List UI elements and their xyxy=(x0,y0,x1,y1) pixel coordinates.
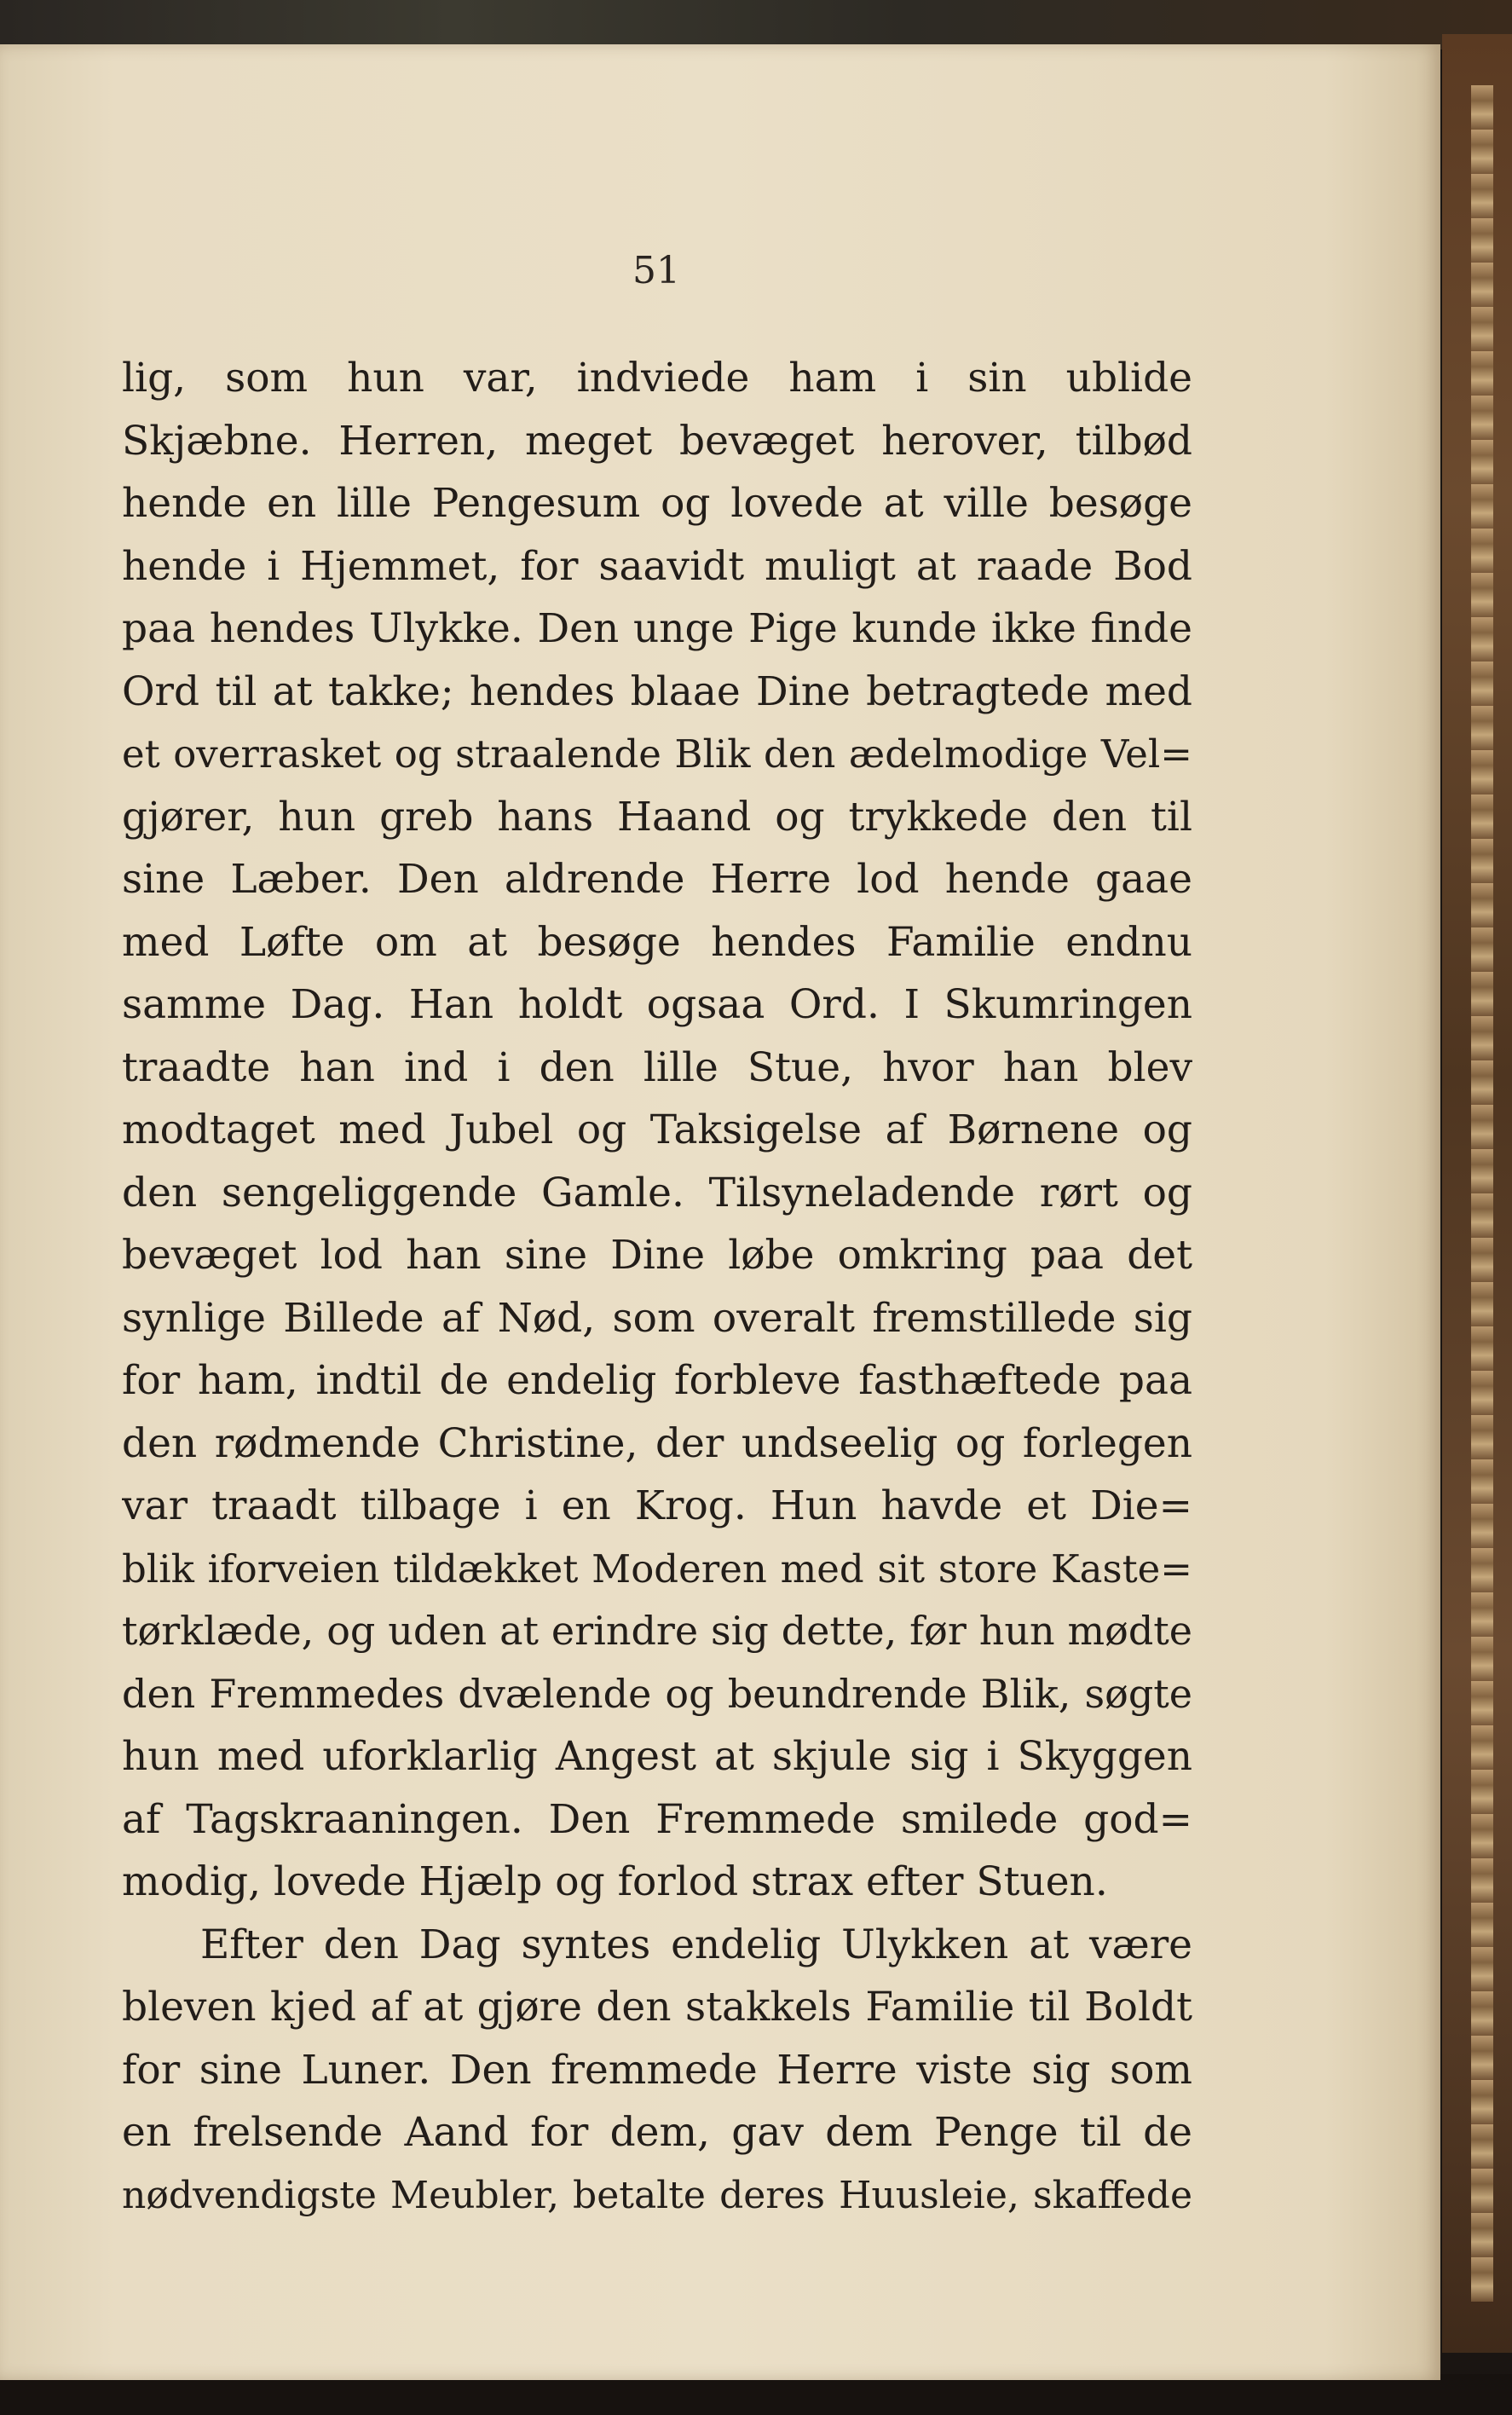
page-number: 51 xyxy=(632,249,680,292)
text-line: tørklæde, og uden at erindre sig dette, før hun mødte xyxy=(122,1608,1192,1654)
text-line: Efter den Dag syntes endelig Ulykken at være xyxy=(200,1921,1192,1968)
text-line: den Fremmedes dvælende og beundrende Blik, søgte xyxy=(122,1670,1192,1717)
text-line: gjører, hun greb hans Haand og trykkede den til xyxy=(122,793,1192,841)
text-line: traadte han ind i den lille Stue, hvor han blev xyxy=(122,1043,1192,1091)
text-line: af Tagskraaningen. Den Fremmede smilede god= xyxy=(122,1795,1192,1843)
body-text xyxy=(122,347,1192,2227)
text-line: den sengeliggende Gamle. Tilsyneladende rørt og xyxy=(122,1169,1192,1216)
text-line: paa hendes Ulykke. Den unge Pige kunde ikke finde xyxy=(122,605,1192,652)
text-line: modig, lovede Hjælp og forlod strax efter Stuen. xyxy=(122,1858,1108,1905)
text-line: Skjæbne. Herren, meget bevæget herover, tilbød xyxy=(122,417,1192,465)
text-line: den rødmende Christine, der undseelig og forlegen xyxy=(122,1419,1192,1467)
text-line: synlige Billede af Nød, som overalt fremstillede sig xyxy=(122,1294,1192,1342)
text-line: bevæget lod han sine Dine løbe omkring paa det xyxy=(122,1232,1192,1279)
text-line: med Løfte om at besøge hendes Familie endnu xyxy=(122,918,1192,966)
text-line: bleven kjed af at gjøre den stakkels Familie til Boldt xyxy=(122,1984,1192,2031)
book-bottom-edge xyxy=(0,2374,1512,2415)
text-line: samme Dag. Han holdt ogsaa Ord. I Skumringen xyxy=(122,981,1192,1028)
text-line: modtaget med Jubel og Taksigelse af Børnene og xyxy=(122,1106,1192,1153)
book-right-edge xyxy=(1442,34,1512,2353)
text-line: for sine Luner. Den fremmede Herre viste sig som xyxy=(122,2046,1192,2094)
text-line: lig, som hun var, indviede ham i sin ublide xyxy=(122,355,1192,402)
text-line: nødvendigste Meubler, betalte deres Huusleie, skaffede xyxy=(122,2173,1192,2217)
text-line: Ord til at takke; hendes blaae Dine betragtede med xyxy=(122,667,1192,715)
marbled-endpaper xyxy=(1471,85,1493,2302)
text-line: hun med uforklarlig Angest at skjule sig i Skyggen xyxy=(122,1733,1192,1780)
text-line: blik iforveien tildækket Moderen med sit store Kaste= xyxy=(122,1545,1192,1592)
book-page xyxy=(0,44,1440,2380)
text-line: sine Læber. Den aldrende Herre lod hende gaae xyxy=(122,856,1192,903)
text-line: hende en lille Pengesum og lovede at ville besøge xyxy=(122,480,1192,527)
text-line: et overrasket og straalende Blik den ædelmodige Vel= xyxy=(122,731,1192,777)
text-line: en frelsende Aand for dem, gav dem Penge til de xyxy=(122,2109,1192,2156)
text-line: hende i Hjemmet, for saavidt muligt at raade Bod xyxy=(122,542,1192,590)
book-top-edge xyxy=(0,0,1512,49)
text-line: for ham, indtil de endelig forbleve fasthæftede paa xyxy=(122,1357,1192,1404)
text-line: var traadt tilbage i en Krog. Hun havde et Die= xyxy=(122,1482,1192,1529)
